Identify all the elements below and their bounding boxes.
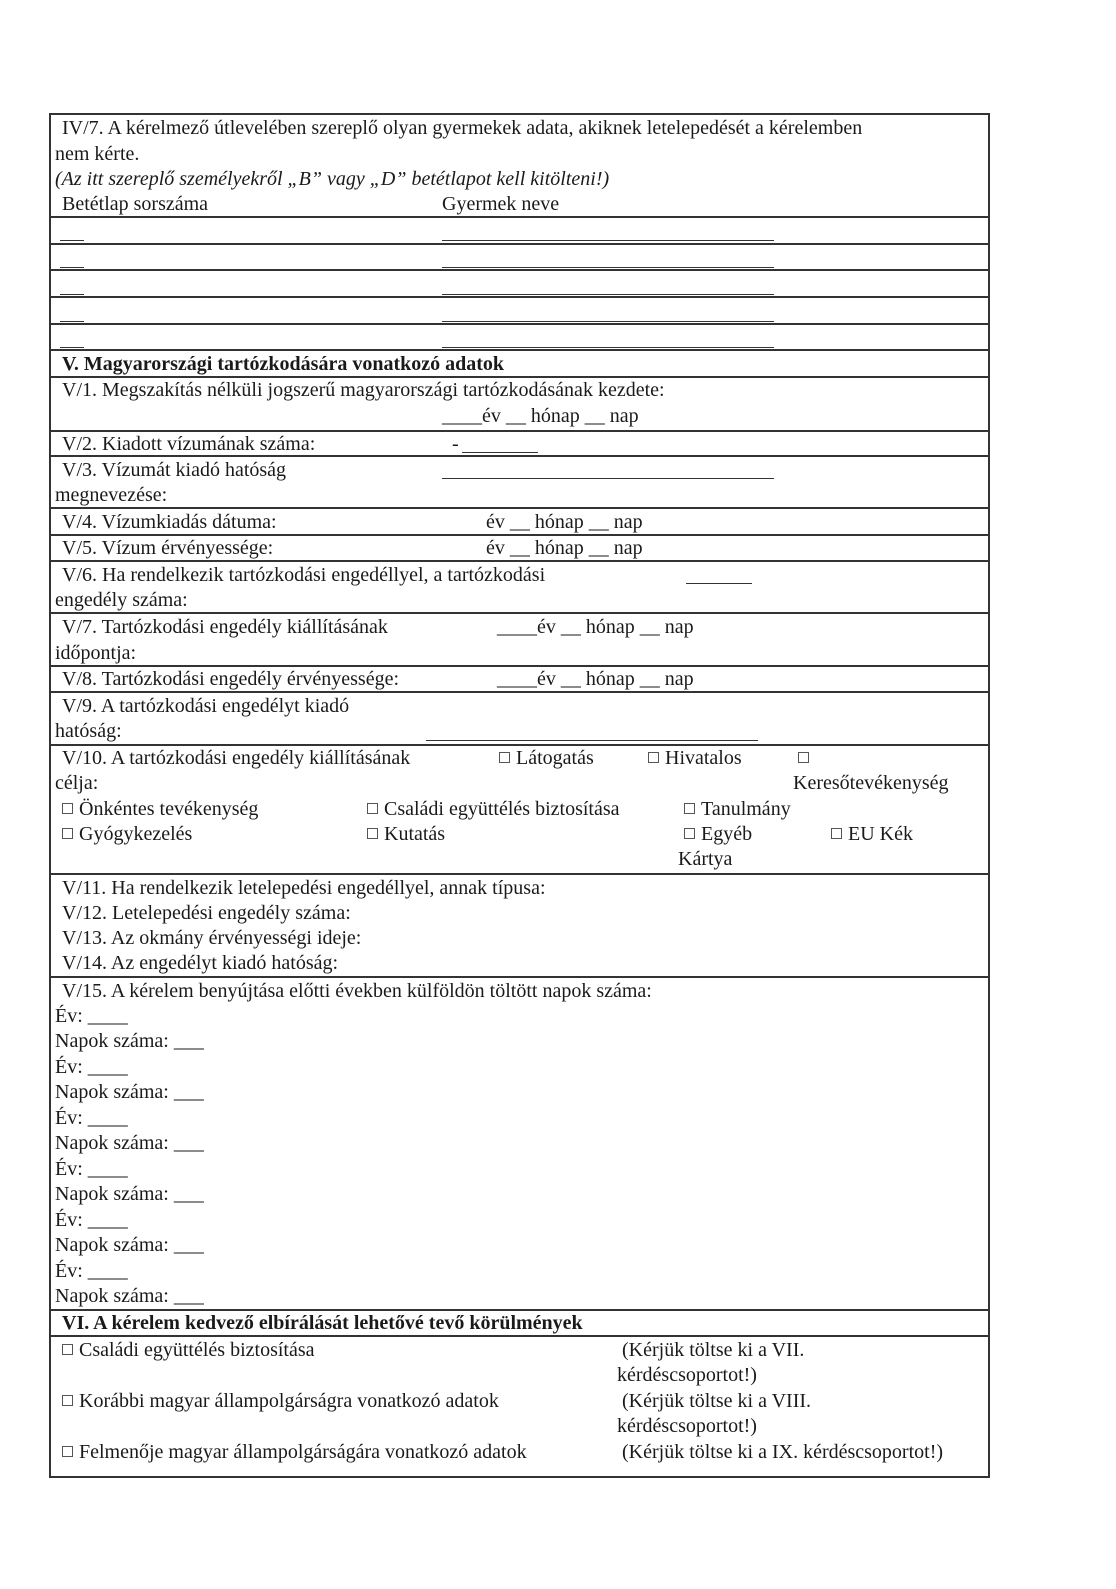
checkbox-icon[interactable] — [62, 1395, 73, 1406]
checkbox-icon[interactable] — [798, 752, 809, 763]
v9-label-line2: hatóság: — [55, 720, 122, 742]
s6-note-viii-line1: (Kérjük töltse ki a VIII. — [622, 1390, 812, 1412]
v4-date[interactable]: év __ hónap __ nap — [486, 511, 643, 533]
row-divider — [49, 243, 990, 245]
v15-napok-field[interactable]: Napok száma: ___ — [55, 1081, 204, 1103]
row-divider — [49, 269, 990, 271]
s6-note-ix: (Kérjük töltse ki a IX. kérdéscsoportot!) — [622, 1441, 944, 1463]
checkbox-icon[interactable] — [684, 803, 695, 814]
s4-note: (Az itt szereplő személyekről „B” vagy „D” betétlapot kell kitölteni!) — [55, 168, 610, 190]
v1-date[interactable]: ____év __ hónap __ nap — [442, 405, 639, 427]
v2-blank[interactable] — [462, 452, 538, 453]
row-divider — [49, 216, 990, 218]
v5-date[interactable]: év __ hónap __ nap — [486, 537, 643, 559]
v3-label-line1: V/3. Vízumát kiadó hatóság — [62, 459, 287, 481]
v9-label-line1: V/9. A tartózkodási engedélyt kiadó — [62, 695, 350, 717]
option-kutatas-label: Kutatás — [384, 823, 446, 845]
s6-option-csaladi[interactable] — [62, 1338, 315, 1362]
betetlap-blank[interactable] — [60, 240, 84, 241]
option-hivatalos[interactable] — [648, 746, 742, 770]
checkbox-icon[interactable] — [648, 752, 659, 763]
s6-option-korabbi-label: Korábbi magyar állampolgárságra vonatkozó adatok — [79, 1390, 499, 1412]
v13-label: V/13. Az okmány érvényességi ideje: — [62, 927, 362, 949]
v10-label-line2: célja: — [55, 772, 99, 794]
betetlap-blank[interactable] — [60, 294, 84, 295]
v15-label: V/15. A kérelem benyújtása előtti években külföldön töltött napok száma: — [62, 980, 652, 1002]
v10-label-line1: V/10. A tartózkodási engedély kiállításának — [62, 747, 411, 769]
option-kutatas[interactable] — [367, 822, 445, 846]
row-divider — [49, 560, 990, 562]
betetlap-blank[interactable] — [60, 347, 84, 348]
option-egyeb-kartya-label: Kártya — [678, 848, 733, 870]
row-divider — [49, 691, 990, 693]
v15-ev-field[interactable]: Év: ____ — [55, 1005, 128, 1027]
v2-label: V/2. Kiadott vízumának száma: — [62, 433, 316, 455]
row-divider — [49, 323, 990, 325]
v15-napok-field[interactable]: Napok száma: ___ — [55, 1285, 204, 1307]
v2-value[interactable]: - — [452, 433, 459, 455]
option-csaladi-label: Családi együttélés biztosítása — [384, 798, 620, 820]
v15-napok-field[interactable]: Napok száma: ___ — [55, 1183, 204, 1205]
v8-date[interactable]: ____év __ hónap __ nap — [497, 668, 694, 690]
v15-napok-field[interactable]: Napok száma: ___ — [55, 1234, 204, 1256]
checkbox-icon[interactable] — [62, 803, 73, 814]
v7-date[interactable]: ____év __ hónap __ nap — [497, 616, 694, 638]
s4-col-gyermek: Gyermek neve — [442, 193, 560, 215]
s6-title: VI. A kérelem kedvező elbírálását lehetővé tevő körülmények — [62, 1312, 583, 1334]
s6-note-viii-line2: kérdéscsoportot!) — [617, 1415, 757, 1437]
v3-label-line2: megnevezése: — [55, 484, 168, 506]
v5-label: V/5. Vízum érvényessége: — [62, 537, 274, 559]
option-egyeb[interactable] — [684, 822, 752, 846]
v11-label: V/11. Ha rendelkezik letelepedési engedéllyel, annak típusa: — [62, 877, 546, 899]
option-onkentes[interactable] — [62, 797, 258, 821]
v6-blank[interactable] — [686, 583, 752, 584]
row-divider — [49, 976, 990, 978]
checkbox-icon[interactable] — [62, 1446, 73, 1457]
v15-ev-field[interactable]: Év: ____ — [55, 1260, 128, 1282]
option-hivatalos-label: Hivatalos — [665, 747, 742, 769]
option-tanulmany[interactable] — [684, 797, 791, 821]
s6-note-vii-line2: kérdéscsoportot!) — [617, 1364, 757, 1386]
gyermek-blank[interactable] — [442, 321, 774, 322]
v15-napok-field[interactable]: Napok száma: ___ — [55, 1132, 204, 1154]
s6-note-vii-line1: (Kérjük töltse ki a VII. — [622, 1339, 805, 1361]
checkbox-icon[interactable] — [367, 803, 378, 814]
v8-label: V/8. Tartózkodási engedély érvényessége: — [62, 668, 400, 690]
row-divider — [49, 612, 990, 614]
checkbox-icon[interactable] — [499, 752, 510, 763]
s4-heading-line2: nem kérte. — [55, 143, 140, 165]
gyermek-blank[interactable] — [442, 267, 774, 268]
v3-blank[interactable] — [442, 478, 774, 479]
v4-label: V/4. Vízumkiadás dátuma: — [62, 511, 277, 533]
v15-ev-field[interactable]: Év: ____ — [55, 1056, 128, 1078]
option-kereso-label: Keresőtevékenység — [793, 772, 949, 794]
option-csaladi[interactable] — [367, 797, 620, 821]
s6-option-korabbi[interactable] — [62, 1389, 499, 1413]
option-onkentes-label: Önkéntes tevékenység — [79, 798, 259, 820]
s6-option-felmeno[interactable] — [62, 1440, 527, 1464]
checkbox-icon[interactable] — [367, 828, 378, 839]
row-divider — [49, 349, 990, 351]
checkbox-icon[interactable] — [831, 828, 842, 839]
option-eu-kek[interactable] — [831, 822, 913, 846]
s6-option-csaladi-label: Családi együttélés biztosítása — [79, 1339, 315, 1361]
betetlap-blank[interactable] — [60, 321, 84, 322]
option-eu-kek-label: EU Kék — [848, 823, 913, 845]
row-divider — [49, 1335, 990, 1337]
row-divider — [49, 296, 990, 298]
option-tanulmany-label: Tanulmány — [701, 798, 791, 820]
v7-label-line2: időpontja: — [55, 642, 137, 664]
checkbox-icon[interactable] — [62, 828, 73, 839]
v12-label: V/12. Letelepedési engedély száma: — [62, 902, 351, 924]
v1-label: V/1. Megszakítás nélküli jogszerű magyarországi tartózkodásának kezdete: — [62, 379, 665, 401]
checkbox-icon[interactable] — [62, 1344, 73, 1355]
s4-heading-line1: IV/7. A kérelmező útlevelében szereplő olyan gyermekek adata, akiknek letelepedését a kérelemben — [62, 117, 863, 139]
row-divider — [49, 873, 990, 875]
option-egyeb-label: Egyéb — [701, 823, 753, 845]
v14-label: V/14. Az engedélyt kiadó hatóság: — [62, 952, 339, 974]
v6-label-line2: engedély száma: — [55, 589, 188, 611]
v15-napok-field[interactable]: Napok száma: ___ — [55, 1030, 204, 1052]
v7-label-line1: V/7. Tartózkodási engedély kiállításának — [62, 616, 388, 638]
v15-ev-field[interactable]: Év: ____ — [55, 1158, 128, 1180]
option-kereso-checkbox[interactable] — [798, 746, 815, 770]
s5-title: V. Magyarországi tartózkodására vonatkozó adatok — [62, 353, 505, 375]
v9-blank[interactable] — [426, 740, 758, 741]
v15-ev-field[interactable]: Év: ____ — [55, 1209, 128, 1231]
betetlap-blank[interactable] — [60, 267, 84, 268]
application-form — [49, 113, 990, 1478]
gyermek-blank[interactable] — [442, 347, 774, 348]
row-divider — [49, 507, 990, 509]
checkbox-icon[interactable] — [684, 828, 695, 839]
s4-col-betetlap: Betétlap sorszáma — [62, 193, 209, 215]
v15-ev-field[interactable]: Év: ____ — [55, 1107, 128, 1129]
option-latogatas[interactable] — [499, 746, 594, 770]
s6-option-felmeno-label: Felmenője magyar állampolgárságára vonatkozó adatok — [79, 1441, 527, 1463]
option-latogatas-label: Látogatás — [516, 747, 594, 769]
v6-label-line1: V/6. Ha rendelkezik tartózkodási engedéllyel, a tartózkodási — [62, 564, 546, 586]
option-gyogykezeles-label: Gyógykezelés — [79, 823, 193, 845]
gyermek-blank[interactable] — [442, 294, 774, 295]
option-gyogykezeles[interactable] — [62, 822, 192, 846]
gyermek-blank[interactable] — [442, 240, 774, 241]
